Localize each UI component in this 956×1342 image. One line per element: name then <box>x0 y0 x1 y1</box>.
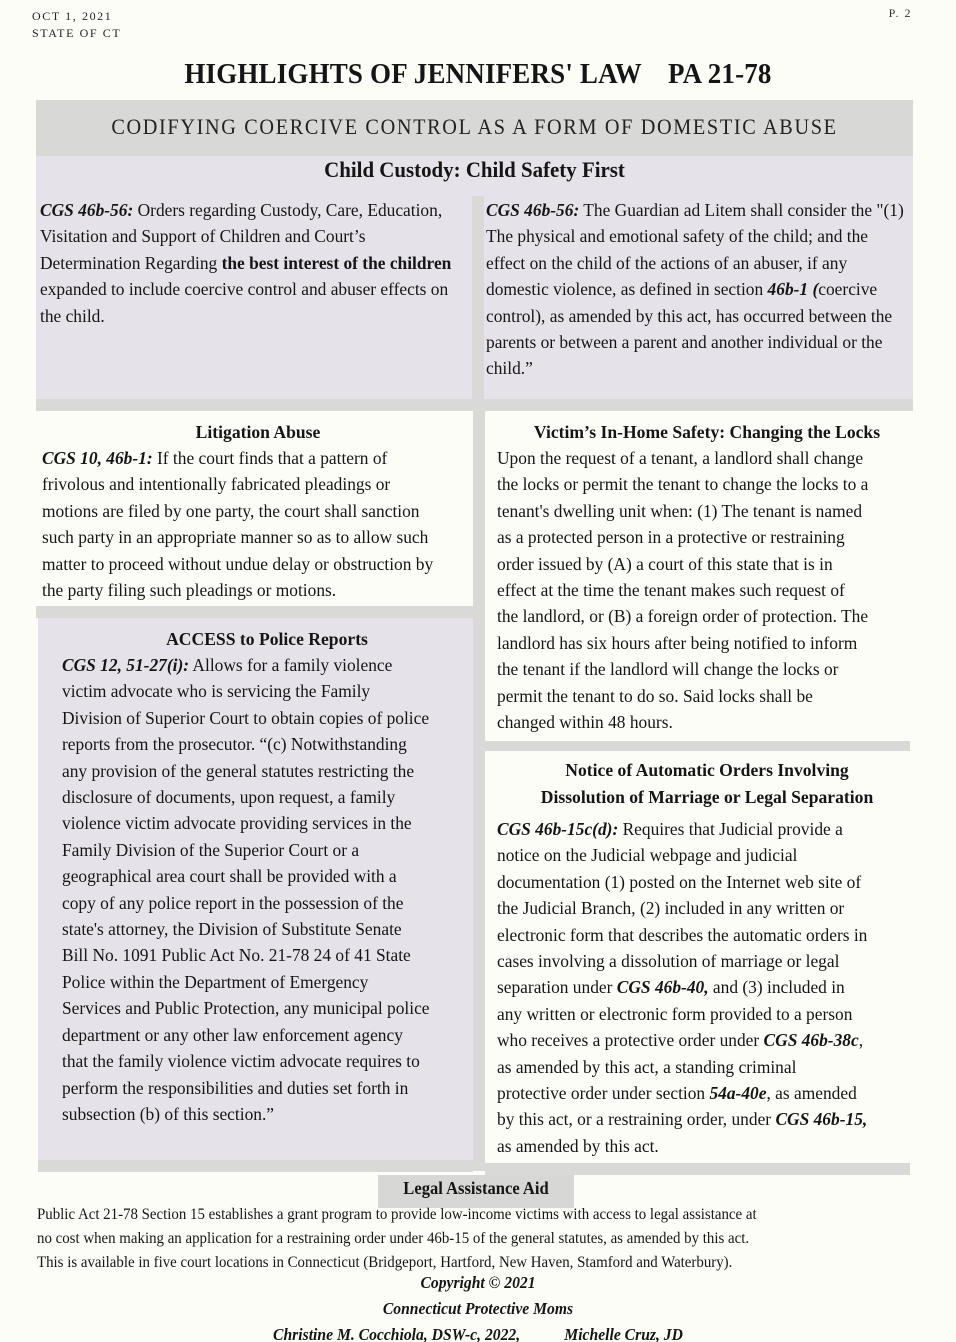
body-text: as a protected person in a protective or restraining <box>497 527 845 548</box>
police-reports-content <box>62 626 472 1127</box>
body-text: Allows for a family violence <box>189 655 393 675</box>
body-text: victim advocate who is servicing the Family <box>62 681 371 702</box>
body-text: disclosure of documents, upon request, a family <box>62 787 396 808</box>
body-text: notice on the Judicial webpage and judicial <box>497 845 798 866</box>
custody-left-text <box>40 197 470 329</box>
body-text: Bill No. 1091 Public Act No. 21-78 24 of 41 State <box>62 945 411 966</box>
body-text: If the court finds that a pattern of <box>152 448 388 468</box>
state-label: STATE OF CT <box>32 26 122 40</box>
organization: Connecticut Protective Moms <box>382 1299 574 1318</box>
body-text: coercive control), as amended by this act, has occurred between the parents or between a parent and another individual or the child.” <box>486 279 893 379</box>
body-text: state's attorney, the Division of Substitute Senate <box>62 919 402 940</box>
litigation-abuse-content <box>42 419 474 603</box>
litigation-abuse-title: Litigation Abuse <box>195 422 321 442</box>
body-text: the party filing such pleadings or motions. <box>42 580 337 601</box>
legal-assistance-text <box>37 1203 877 1275</box>
author-2: Michelle Cruz, JD <box>564 1325 683 1342</box>
page-title <box>33 58 922 91</box>
statute-cite: CGS 46b-40, <box>616 977 709 998</box>
title-line: Dissolution of Marriage or Legal Separation <box>540 786 874 807</box>
body-text: and (3) included in <box>708 977 845 998</box>
body-text: department or any other law enforcement agency <box>62 1024 403 1045</box>
body-text: , as amended <box>766 1083 857 1104</box>
body-text: expanded to include coercive control and abuser effects on the child. <box>40 279 449 326</box>
body-text: separation under <box>497 977 617 998</box>
title-main: HIGHLIGHTS OF JENNIFERS' LAW <box>184 58 642 90</box>
title-line: Notice of Automatic Orders Involving <box>565 760 849 780</box>
panel-divider <box>485 741 910 751</box>
body-text: landlord has six hours after being notified to inform <box>497 632 858 653</box>
body-text: motions are filed by one party, the court shall sanction <box>42 500 420 521</box>
body-text: changed within 48 hours. <box>497 712 673 733</box>
body-text: reports from the prosecutor. “(c) Notwithstanding <box>62 734 407 755</box>
body-text: Orders regarding Custody, Care, Education, Visitation and Support of Children and Court’s Determination Regarding <box>40 200 443 273</box>
police-reports-title: ACCESS to Police Reports <box>166 629 368 649</box>
body-text: effect at the time the tenant makes such request of <box>497 580 845 601</box>
body-text: the tenant if the landlord will change the locks or <box>497 659 839 680</box>
legal-assistance-title: Legal Assistance Aid <box>403 1178 549 1198</box>
authors <box>38 1322 918 1342</box>
panel-divider <box>38 1160 473 1172</box>
changing-locks-content <box>497 419 917 735</box>
panel-divider <box>36 606 473 618</box>
custody-right-text <box>486 197 910 382</box>
column-divider <box>473 411 485 1171</box>
panel-divider <box>485 1163 910 1175</box>
statute-cite: 54a-40e <box>709 1083 767 1104</box>
body-text: This is available in five court locations in Connecticut (Bridgeport, Hartford, New Haven, Stamford and Waterbury). <box>37 1254 733 1271</box>
body-text: that the family violence victim advocate requires to <box>62 1051 420 1072</box>
body-text: copy of any police report in the possession of the <box>62 892 404 913</box>
statute-cite: CGS 12, 51-27(i): <box>62 655 190 675</box>
author-1: Christine M. Cocchiola, DSW-c, 2022, <box>273 1325 521 1342</box>
body-text: The Guardian ad Litem shall consider the "(1) The physical and emotional safety of the child; and the effect on the child of the actions of an abuser, if any domestic violence, as defined in section <box>486 200 904 300</box>
body-text: frivolous and intentionally fabricated pleadings or <box>42 474 391 495</box>
statute-cite: 46b-1 ( <box>767 279 819 300</box>
body-text: perform the responsibilities and duties set forth in <box>62 1077 409 1098</box>
body-text: documentation (1) posted on the Internet web site of <box>497 871 862 892</box>
automatic-orders-title <box>497 757 917 810</box>
page-number: P. 2 <box>888 6 912 20</box>
title-act: PA 21-78 <box>667 58 772 90</box>
body-text: tenant's dwelling unit when: (1) The tenant is named <box>497 500 863 521</box>
statute-cite: CGS 46b-38c <box>763 1030 859 1051</box>
child-custody-heading: Child Custody: Child Safety First <box>324 157 625 182</box>
body-text: any written or electronic form provided to a person <box>497 1003 853 1024</box>
body-text: by this act, or a restraining order, under <box>497 1109 776 1130</box>
copyright: Copyright © 2021 <box>420 1273 536 1292</box>
subtitle: CODIFYING COERCIVE CONTROL AS A FORM OF DOMESTIC ABUSE <box>111 114 838 139</box>
body-text: order issued by (A) a court of this state that is in <box>497 553 833 574</box>
body-text: as amended by this act, a standing criminal <box>497 1056 797 1077</box>
body-text: Services and Public Protection, any municipal police <box>62 998 430 1019</box>
body-text: Upon the request of a tenant, a landlord shall change <box>497 448 864 468</box>
automatic-orders-content <box>497 757 917 1159</box>
body-text: the landlord, or (B) a foreign order of protection. The <box>497 606 869 627</box>
body-text: geographical area court shall be provided with a <box>62 866 397 887</box>
body-text: any provision of the general statutes restricting the <box>62 760 415 781</box>
document-meta <box>32 8 121 42</box>
body-text: no cost when making an application for a restraining order under 46b-15 of the general statutes, as amended by this act. <box>37 1230 750 1247</box>
body-text: Family Division of the Superior Court or a <box>62 839 360 860</box>
body-text: Division of Superior Court to obtain copies of police <box>62 707 430 728</box>
body-text: matter to proceed without undue delay or obstruction by <box>42 553 434 574</box>
statute-cite: CGS 46b-15c(d): <box>497 819 619 839</box>
body-text: Public Act 21-78 Section 15 establishes a grant program to provide low-income victims with access to legal assistance at <box>37 1206 757 1223</box>
body-text: Police within the Department of Emergency <box>62 971 369 992</box>
body-text: the locks or permit the tenant to change the locks to a <box>497 474 869 495</box>
body-text: protective order under section <box>497 1083 710 1104</box>
body-text: the Judicial Branch, (2) included in any written or <box>497 898 845 919</box>
column-divider <box>472 196 484 411</box>
body-text: violence victim advocate providing services in the <box>62 813 412 834</box>
statute-cite: CGS 10, 46b-1: <box>42 448 153 468</box>
statute-cite: CGS 46b-15, <box>775 1109 868 1130</box>
body-text: permit the tenant to do so. Said locks shall be <box>497 685 813 706</box>
body-text: as amended by this act. <box>497 1135 659 1156</box>
body-text: subsection (b) of this section.” <box>62 1103 275 1124</box>
body-text: such party in an appropriate manner so as to allow such <box>42 527 429 548</box>
body-text: Requires that Judicial provide a <box>618 819 843 839</box>
emphasis-text: the best interest of the children <box>221 252 452 273</box>
changing-locks-title: Victim’s In-Home Safety: Changing the Locks <box>533 422 881 442</box>
body-text: cases involving a dissolution of marriage or legal <box>497 951 840 972</box>
body-text: who receives a protective order under <box>497 1030 764 1051</box>
footer <box>38 1270 918 1342</box>
body-text: electronic form that describes the automatic orders in <box>497 924 868 945</box>
statute-cite: CGS 46b-56: <box>486 200 580 220</box>
body-text: , <box>858 1030 864 1051</box>
date-label: OCT 1, 2021 <box>32 9 113 23</box>
statute-cite: CGS 46b-56: <box>40 200 134 220</box>
